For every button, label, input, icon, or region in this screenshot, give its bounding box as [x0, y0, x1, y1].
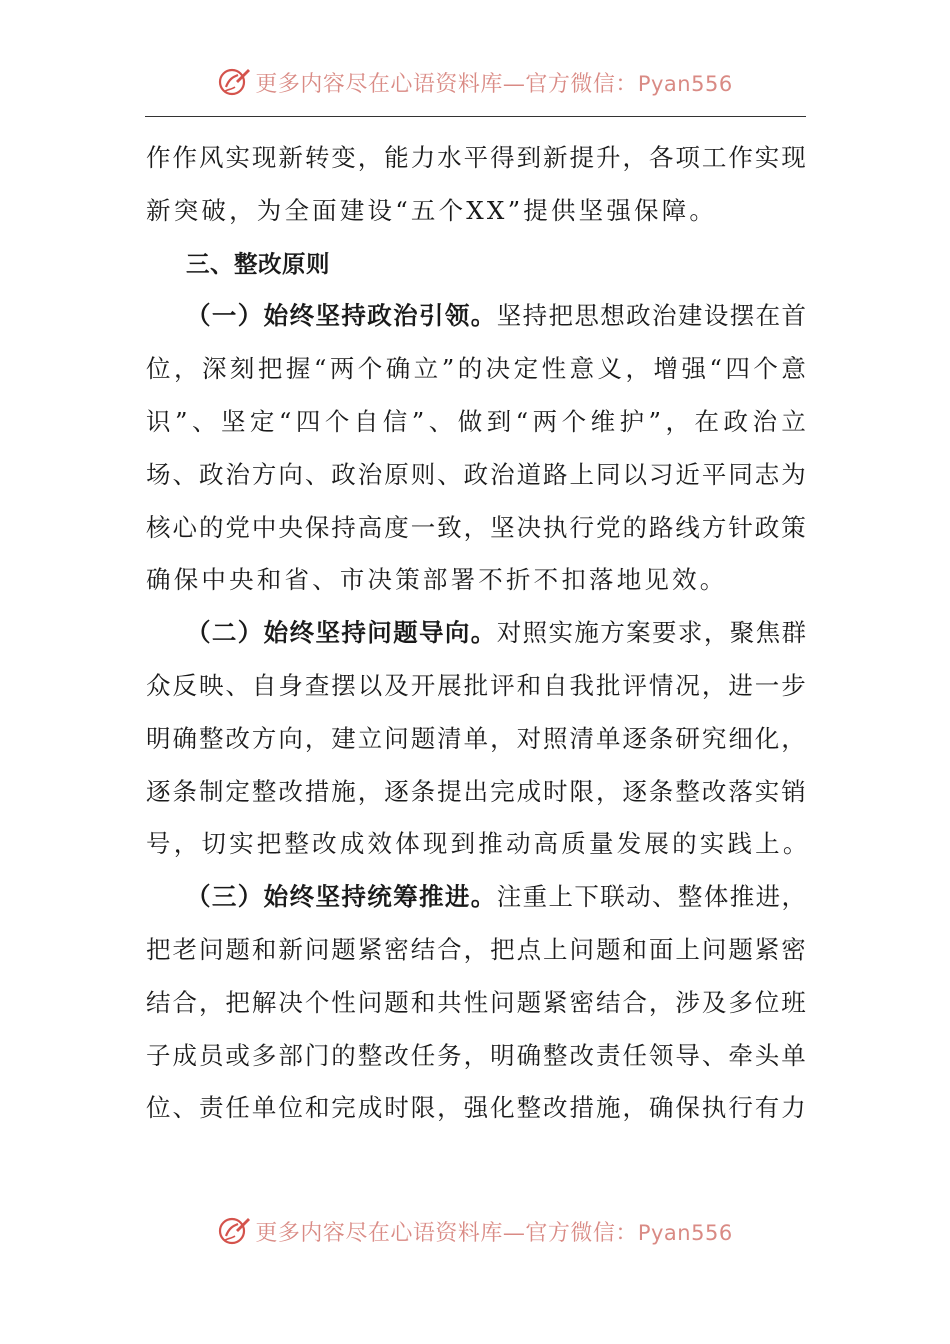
paragraph-line: 明 确 整 改 方 向 ， 建 立 问 题 清 单 ， 对 照 清 单 逐 条 研 究 细 化 ， [146, 723, 806, 753]
paragraph-line: 位 ， 深 刻 把 握 “ 两 个 确 立 ” 的 决 定 性 意 义 ， 增 强 “ 四 个 意 [146, 354, 806, 384]
paragraph-line: 确 保 中 央 和 省 、 市 决 策 部 署 不 折 不 扣 落 地 见 效 。 [146, 565, 725, 595]
paragraph-line: 把 老 问 题 和 新 问 题 紧 密 结 合 ， 把 点 上 问 题 和 面 上 问 题 紧 密 [146, 934, 806, 964]
paragraph-line: 位 、 责 任 单 位 和 完 成 时 限 ， 强 化 整 改 措 施 ， 确 保 执 行 有 力 [146, 1093, 806, 1123]
pen-logo-icon [217, 1214, 251, 1248]
header-divider [145, 116, 806, 117]
document-body [146, 132, 806, 1135]
section-heading: 三、整改原则 [186, 249, 330, 278]
paragraph-line: 核 心 的 党 中 央 保 持 高 度 一 致 ， 坚 决 执 行 党 的 路 线 方 针 政 策 [146, 512, 806, 542]
paragraph-line: 场 、 政 治 方 向 、 政 治 原 则 、 政 治 道 路 上 同 以 习 近 平 同 志 为 [146, 459, 806, 489]
paragraph-line: 号 ， 切 实 把 整 改 成 效 体 现 到 推 动 高 质 量 发 展 的 实 践 上 。 [146, 829, 808, 859]
paragraph-line: 结 合 ， 把 解 决 个 性 问 题 和 共 性 问 题 紧 密 结 合 ， 涉 及 多 位 班 [146, 987, 806, 1017]
paragraph-first-line: （ 三 ） 始 终 坚 持 统 筹 推 进 。 注 重 上 下 联 动 、 整 体 推 进 ， [186, 882, 806, 912]
paragraph-line: 识 ” 、 坚 定 “ 四 个 自 信 ” 、 做 到 “ 两 个 维 护 ” ， 在 政 治 立 [146, 406, 806, 436]
paragraph-line: 子 成 员 或 多 部 门 的 整 改 任 务 ， 明 确 整 改 责 任 领 导 、 牵 头 单 [146, 1040, 806, 1070]
paragraph-line: 作 作 风 实 现 新 转 变 ， 能 力 水 平 得 到 新 提 升 ， 各 项 工 作 实 现 [146, 143, 806, 172]
banner-text: 更多内容尽在心语资料库—官方微信：Pyan556 [255, 71, 733, 97]
header-banner [0, 62, 950, 102]
pen-logo-icon [217, 65, 251, 99]
paragraph-first-line: （ 二 ） 始 终 坚 持 问 题 导 向 。 对 照 实 施 方 案 要 求 ， 聚 焦 群 [186, 618, 806, 648]
paragraph-line: 新 突 破 ， 为 全 面 建 设 “ 五 个 X X ” 提 供 坚 强 保 障 。 [146, 195, 714, 225]
paragraph-line: 逐 条 制 定 整 改 措 施 ， 逐 条 提 出 完 成 时 限 ， 逐 条 整 改 落 实 销 [146, 776, 806, 806]
paragraph-line: 众 反 映 、 自 身 查 摆 以 及 开 展 批 评 和 自 我 批 评 情 况 ， 进 一 步 [146, 670, 806, 700]
footer-banner [0, 1211, 950, 1251]
banner-text: 更多内容尽在心语资料库—官方微信：Pyan556 [255, 1220, 733, 1246]
paragraph-first-line: （ 一 ） 始 终 坚 持 政 治 引 领 。 坚 持 把 思 想 政 治 建 设 摆 在 首 [186, 301, 806, 331]
